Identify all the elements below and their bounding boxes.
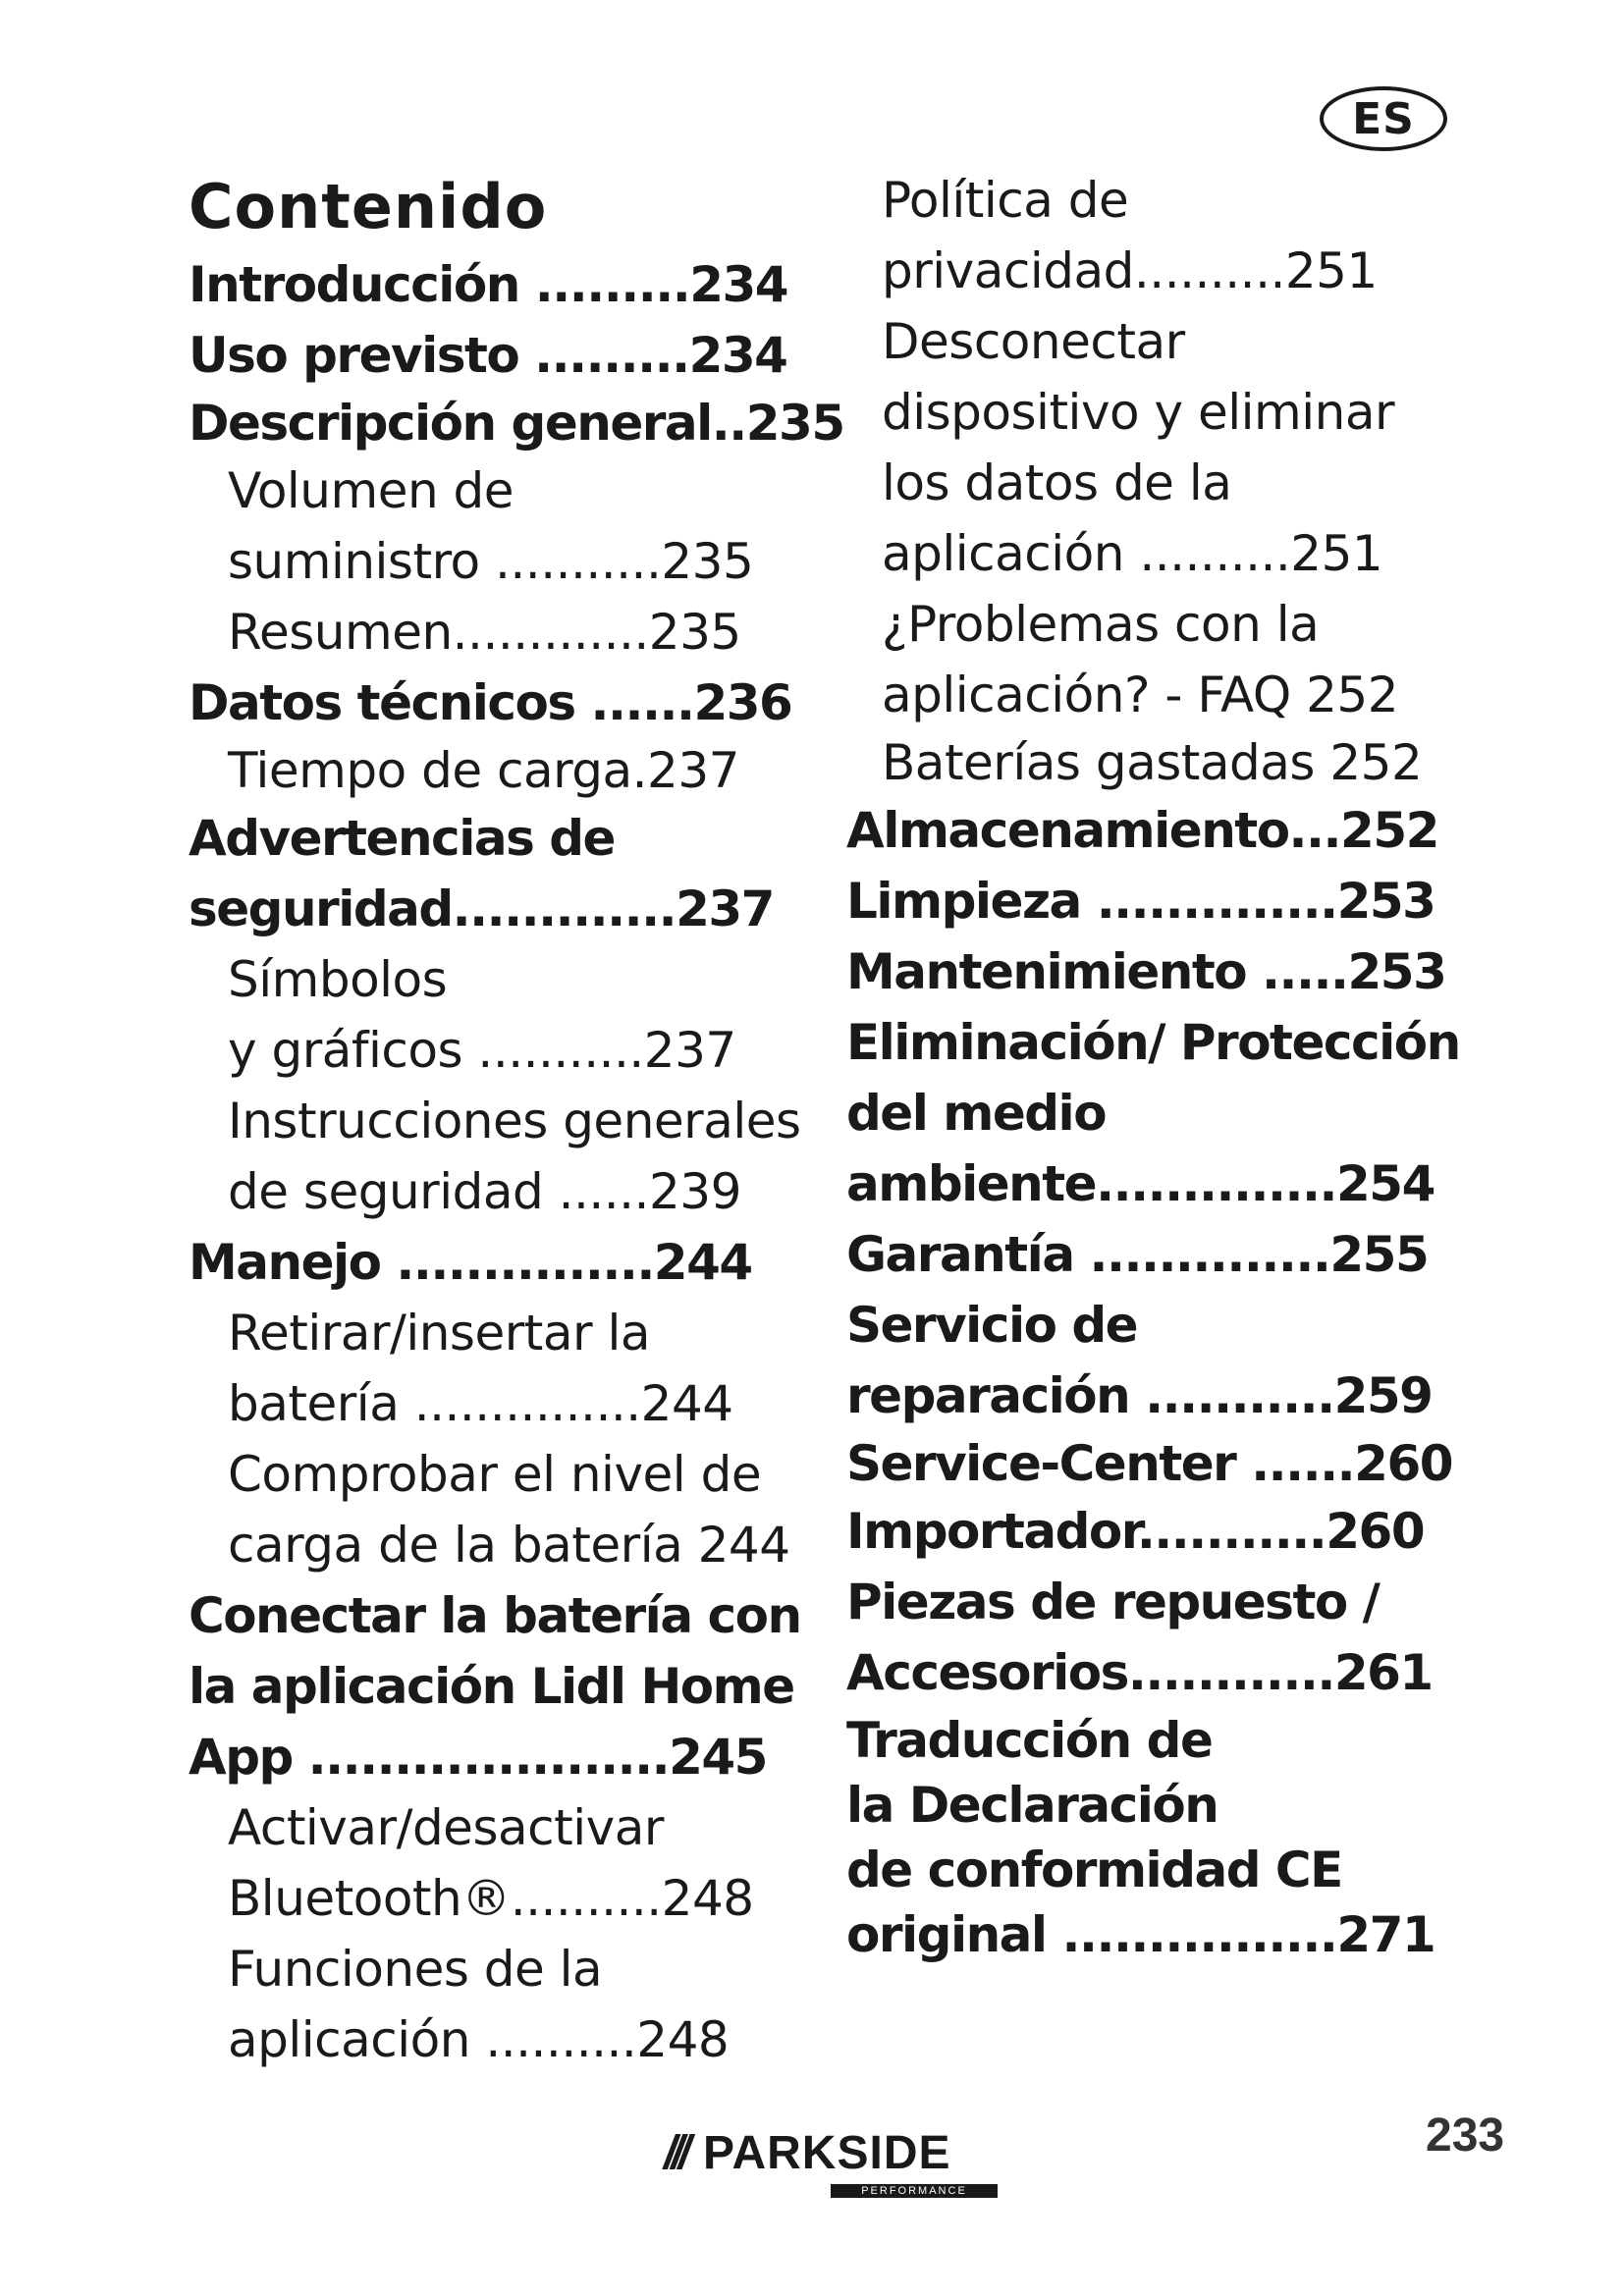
toc-entry [189, 1086, 817, 1227]
toc-entry-line: Resumen.............235 [228, 604, 741, 661]
toc-entry-line: Desconectar [882, 313, 1185, 370]
toc-entry [189, 1580, 817, 1792]
toc-entry-line: Datos técnicos ......236 [189, 674, 792, 731]
toc-entry [189, 249, 817, 320]
toc-entry [846, 306, 1475, 589]
parkside-logo [664, 2126, 998, 2215]
toc-entry-line: App .....................245 [189, 1729, 767, 1786]
toc-entry [846, 1567, 1475, 1708]
toc-entry-line: carga de la batería 244 [228, 1517, 790, 1574]
toc-entry [189, 667, 817, 738]
toc-entry-line: Comprobar el nivel de [228, 1446, 762, 1503]
brand-slashes: /// [664, 2127, 686, 2179]
toc-entry-line: Piezas de repuesto / [846, 1574, 1380, 1630]
toc-entry [189, 455, 817, 597]
toc-entry [846, 165, 1475, 306]
toc-entry-line: Símbolos [228, 951, 448, 1008]
toc-entry [189, 1439, 817, 1580]
toc-entry-line: Mantenimiento .....253 [846, 943, 1446, 1000]
toc-entry [189, 1298, 817, 1439]
toc-entry [846, 730, 1475, 795]
toc-entry-line: Almacenamiento...252 [846, 802, 1438, 859]
toc-entry [189, 1227, 817, 1298]
toc-entry-line: Servicio de [846, 1297, 1138, 1354]
toc-entry [846, 1708, 1475, 1967]
toc-entry-line: Retirar/insertar la [228, 1305, 651, 1362]
brand-name: PARKSIDE [703, 2127, 951, 2179]
toc-entry-line: Descripción general..235 [189, 395, 844, 452]
toc-entry-line: Advertencias de [189, 810, 615, 867]
toc-left-entries [189, 249, 844, 2075]
toc-entry [846, 1290, 1475, 1431]
toc-entry-line: los datos de la [882, 454, 1232, 511]
toc-entry-line: la aplicación Lidl Home [189, 1658, 794, 1715]
toc-entry [846, 795, 1475, 866]
toc-entry-line: Eliminación/ Protección [846, 1014, 1460, 1071]
toc-entry [846, 1007, 1475, 1219]
toc-entry [189, 803, 817, 944]
toc-entry-line: Tiempo de carga.237 [228, 742, 739, 799]
toc-entry-line: Traducción de [846, 1712, 1213, 1769]
toc-entry [189, 738, 817, 803]
toc-left-column [189, 165, 844, 2075]
toc-entry-line: y gráficos ...........237 [228, 1022, 736, 1079]
toc-entry [189, 597, 817, 667]
toc-entry-line: reparación ...........259 [846, 1367, 1433, 1424]
toc-entry [846, 589, 1475, 730]
toc-entry-line: ambiente..............254 [846, 1155, 1435, 1212]
toc-entry-line: aplicación? - FAQ 252 [882, 667, 1398, 723]
toc-entry-line: Bluetooth®..........248 [228, 1870, 754, 1927]
toc-entry-line: la Declaración [846, 1777, 1218, 1834]
toc-entry-line: Manejo ...............244 [189, 1234, 752, 1291]
toc-entry-line: original ................271 [846, 1906, 1435, 1963]
toc-right-column [846, 165, 1475, 1967]
language-badge: ES [1320, 86, 1447, 151]
toc-entry-line: de conformidad CE [846, 1842, 1342, 1898]
toc-entry-line: Introducción .........234 [189, 256, 788, 313]
toc-entry-line: suministro ...........235 [228, 533, 754, 590]
toc-entry-line: Volumen de [228, 462, 514, 519]
toc-entry-line: Limpieza ..............253 [846, 873, 1435, 930]
toc-entry [846, 866, 1475, 936]
toc-entry-line: Accesorios............261 [846, 1644, 1433, 1701]
toc-entry-line: aplicación ..........248 [228, 2011, 730, 2068]
page-number: 233 [1426, 2109, 1505, 2162]
toc-right-entries [846, 165, 1475, 1967]
toc-entry-line: de seguridad ......239 [228, 1163, 741, 1220]
toc-entry [846, 1496, 1475, 1567]
toc-entry [189, 1934, 817, 2075]
toc-entry [189, 944, 817, 1086]
toc-entry-line: del medio [846, 1085, 1107, 1142]
toc-entry-line: batería ...............244 [228, 1375, 733, 1432]
toc-entry-line: privacidad..........251 [882, 242, 1378, 299]
toc-entry [189, 391, 844, 455]
toc-entry-line: Funciones de la [228, 1941, 603, 1998]
toc-entry-line: Garantía ..............255 [846, 1226, 1429, 1283]
toc-entry-line: Política de [882, 172, 1129, 229]
toc-entry-line: dispositivo y eliminar [882, 384, 1395, 441]
toc-entry [846, 1431, 1475, 1496]
toc-entry [846, 936, 1475, 1007]
toc-entry-line: ¿Problemas con la [882, 596, 1320, 653]
toc-entry-line: Instrucciones generales [228, 1093, 801, 1149]
toc-entry-line: Activar/desactivar [228, 1799, 664, 1856]
toc-entry-line: Baterías gastadas 252 [882, 734, 1423, 791]
toc-entry-line: aplicación ..........251 [882, 525, 1383, 582]
brand-tagline: PERFORMANCE [831, 2184, 998, 2198]
page-title: Contenido [189, 171, 548, 242]
toc-entry-line: Importador...........260 [846, 1503, 1425, 1560]
toc-entry-line: Service-Center ......260 [846, 1435, 1453, 1492]
toc-entry [846, 1219, 1475, 1290]
toc-entry-line: Uso previsto .........234 [189, 327, 787, 384]
toc-entry-line: Conectar la batería con [189, 1587, 801, 1644]
toc-entry-line: seguridad.............237 [189, 881, 774, 937]
toc-entry [189, 320, 817, 391]
toc-entry [189, 1792, 817, 1934]
